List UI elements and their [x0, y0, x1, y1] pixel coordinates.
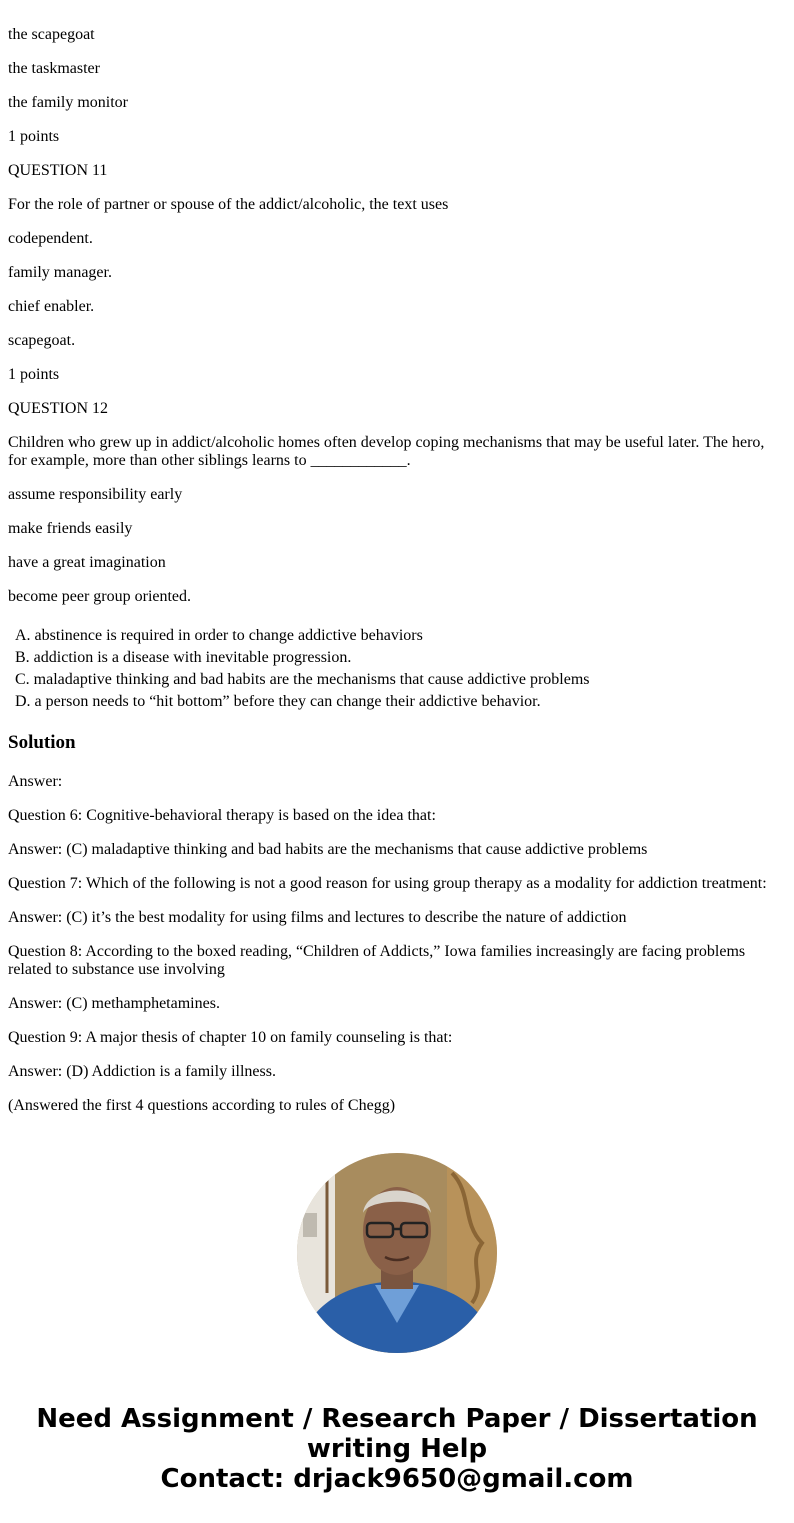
option-text: the taskmaster: [8, 60, 100, 77]
choice-item: A. abstinence is required in order to change addictive behaviors: [15, 627, 423, 644]
promo-headline: Need Assignment / Research Paper / Dissertation writing Help: [36, 1404, 758, 1464]
solution-answer: Answer: (D) Addiction is a family illness.: [8, 1063, 276, 1080]
option-text: become peer group oriented.: [8, 588, 192, 605]
solution-answer: Answer: (C) it’s the best modality for using films and lectures to describe the nature of addiction: [8, 909, 627, 926]
solution-heading: Solution: [8, 732, 76, 753]
option-text: assume responsibility early: [8, 486, 183, 503]
promo-banner: [0, 1404, 794, 1494]
points-label: 1 points: [8, 128, 60, 145]
question-label: QUESTION 12: [8, 400, 108, 417]
choice-list: [8, 625, 778, 713]
solution-question: Question 8: According to the boxed reading, “Children of Addicts,” Iowa families increasingly are facing problems related to substance use involving: [8, 943, 746, 978]
option-text: chief enabler.: [8, 298, 95, 315]
cut-off-line: [8, 0, 778, 10]
choice-item: D. a person needs to “hit bottom” before they can change their addictive behavior.: [15, 693, 541, 710]
avatar: [297, 1153, 497, 1353]
question-prompt: Children who grew up in addict/alcoholic homes often develop coping mechanisms that may be useful later. The hero, for example, more than other siblings learns to ____________.: [8, 434, 765, 469]
choice-item: B. addiction is a disease with inevitable progression.: [15, 649, 352, 666]
solution-question: Question 7: Which of the following is not a good reason for using group therapy as a modality for addiction treatment:: [8, 875, 767, 892]
option-text: scapegoat.: [8, 332, 76, 349]
answer-intro: Answer:: [8, 773, 63, 790]
solution-question: Question 9: A major thesis of chapter 10 on family counseling is that:: [8, 1029, 453, 1046]
document-body: [8, 0, 778, 1131]
solution-question: Question 6: Cognitive-behavioral therapy is based on the idea that:: [8, 807, 436, 824]
points-label: 1 points: [8, 366, 60, 383]
option-text: have a great imagination: [8, 554, 166, 571]
option-text: family manager.: [8, 264, 112, 281]
option-text: the scapegoat: [8, 26, 95, 43]
option-text: codependent.: [8, 230, 93, 247]
question-prompt: For the role of partner or spouse of the addict/alcoholic, the text uses: [8, 196, 449, 213]
portrait-image: [297, 1153, 497, 1353]
solution-answer: Answer: (C) methamphetamines.: [8, 995, 220, 1012]
option-text: make friends easily: [8, 520, 133, 537]
question-label: QUESTION 11: [8, 162, 108, 179]
promo-contact: Contact: drjack9650@gmail.com: [160, 1464, 634, 1494]
solution-answer: Answer: (C) maladaptive thinking and bad habits are the mechanisms that cause addictive problems: [8, 841, 648, 858]
choice-item: C. maladaptive thinking and bad habits are the mechanisms that cause addictive problems: [15, 671, 590, 688]
option-text: the family monitor: [8, 94, 128, 111]
solution-note: (Answered the first 4 questions according to rules of Chegg): [8, 1097, 396, 1114]
